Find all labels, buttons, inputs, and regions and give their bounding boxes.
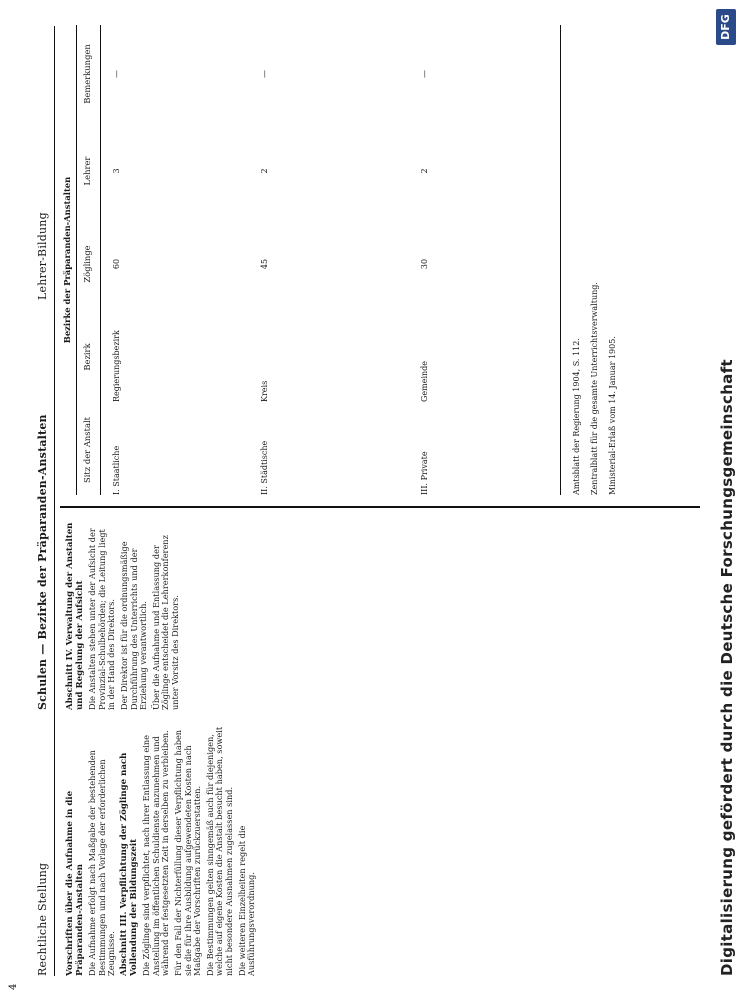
left-paragraph-4: Die Bestimmungen gelten sinngemäß auch für diejenigen, welche auf eigene Kosten die Anstalt besucht haben, soweit nicht besondere Ausnahmen zugelassen sind. — [204, 726, 234, 976]
middle-paragraph-1: Die Anstalten stehen unter der Aufsicht der Provinzial-Schulbehörden; die Leitung liegt in der Hand des Direktors. — [87, 528, 117, 710]
table-col-header-2: Zöglinge — [82, 245, 92, 283]
table-cell-2-2: 30 — [420, 258, 429, 270]
left-paragraph-3: Für den Fall der Nichterfüllung dieser Verpflichtung haben sie die für ihre Ausbildung aufgewendeten Kosten nach Maßgabe der Vorschriften zurückzuerstatten. — [172, 729, 203, 976]
table-cell-2-4: — — [420, 70, 429, 78]
table-cell-1-4: — — [260, 70, 269, 78]
table-bottom-rule — [560, 25, 561, 495]
table-col-header-1: Bezirk — [82, 343, 92, 371]
table-note-2: Ministerial-Erlaß vom 14. Januar 1905. — [608, 336, 617, 495]
table-top-rule — [76, 25, 77, 495]
table-note-0: Amtsblatt der Regierung 1904, S. 112. — [572, 338, 581, 495]
table-cell-0-0: I. Staatliche — [112, 445, 121, 495]
table-note-1: Zentralblatt für die gesamte Unterrichtsverwaltung. — [590, 282, 599, 495]
middle-paragraph-2: Der Direktor ist für die ordnungsmäßige Durchführung des Unterrichts und der Erziehung verantwortlich. — [118, 541, 149, 710]
table-cell-2-3: 2 — [420, 168, 429, 174]
header-rule — [54, 26, 55, 976]
left-heading-2: Abschnitt III. Verpflichtung der Zöglinge nach Vollendung der Bildungszeit — [118, 752, 139, 976]
table-cell-0-3: 3 — [112, 168, 121, 174]
running-header-right: Lehrer-Bildung — [36, 212, 49, 300]
table-cell-2-1: Gemeinde — [420, 360, 429, 402]
left-paragraph-2: Die Zöglinge sind verpflichtet, nach ihrer Entlassung eine Anstellung im öffentlichen Schuldienste anzunehmen und während der festgesetzten Zeit in derselben zu verbleiben. — [141, 730, 171, 976]
table-cell-1-2: 45 — [260, 258, 269, 270]
left-text-column — [64, 726, 704, 976]
table-cell-0-1: Regierungsbezirk — [112, 330, 121, 402]
middle-paragraph-3: Über die Aufnahme und Entlassung der Zöglinge entscheidet die Lehrerkonferenz unter Vorsitz des Direktors. — [150, 535, 180, 710]
table-header-rule — [100, 25, 101, 495]
running-header-middle: Schulen — Bezirke der Präparanden-Anstalten — [36, 414, 49, 710]
running-header-left: Rechtliche Stellung — [36, 862, 49, 976]
column-divider — [60, 506, 700, 508]
footer-credit-text: Digitalisierung gefördert durch die Deutsche Forschungsgemeinschaft — [718, 359, 736, 976]
table-col-header-0: Sitz der Anstalt — [82, 417, 92, 483]
table-col-header-3: Lehrer — [82, 156, 92, 186]
table-col-header-4: Bemerkungen — [82, 44, 92, 104]
middle-text-column — [64, 520, 464, 710]
left-paragraph-1: Die Aufnahme erfolgt nach Maßgabe der bestehenden Bestimmungen und nach Vorlage der erforderlichen Zeugnisse. — [87, 750, 117, 976]
left-paragraph-5: Die weiteren Einzelheiten regelt die Ausführungsverordnung. — [236, 825, 257, 976]
table-group-header: Bezirke der Präparanden-Anstalten — [62, 176, 72, 344]
table-cell-1-0: II. Städtische — [260, 440, 269, 495]
page-number: 4 — [8, 983, 19, 990]
table-cell-2-0: III. Private — [420, 451, 429, 495]
table-cell-0-2: 60 — [112, 258, 121, 270]
table-cell-1-3: 2 — [260, 168, 269, 174]
middle-heading: Abschnitt IV. Verwaltung der Anstalten und Regelung der Aufsicht — [65, 522, 85, 710]
left-heading-1: Vorschriften über die Aufnahme in die Präparanden-Anstalten — [65, 790, 85, 976]
table-cell-1-1: Kreis — [260, 380, 269, 402]
dfg-logo: DFG — [716, 9, 736, 45]
digitization-footer — [716, 0, 744, 1000]
table-cell-0-4: — — [112, 70, 121, 78]
